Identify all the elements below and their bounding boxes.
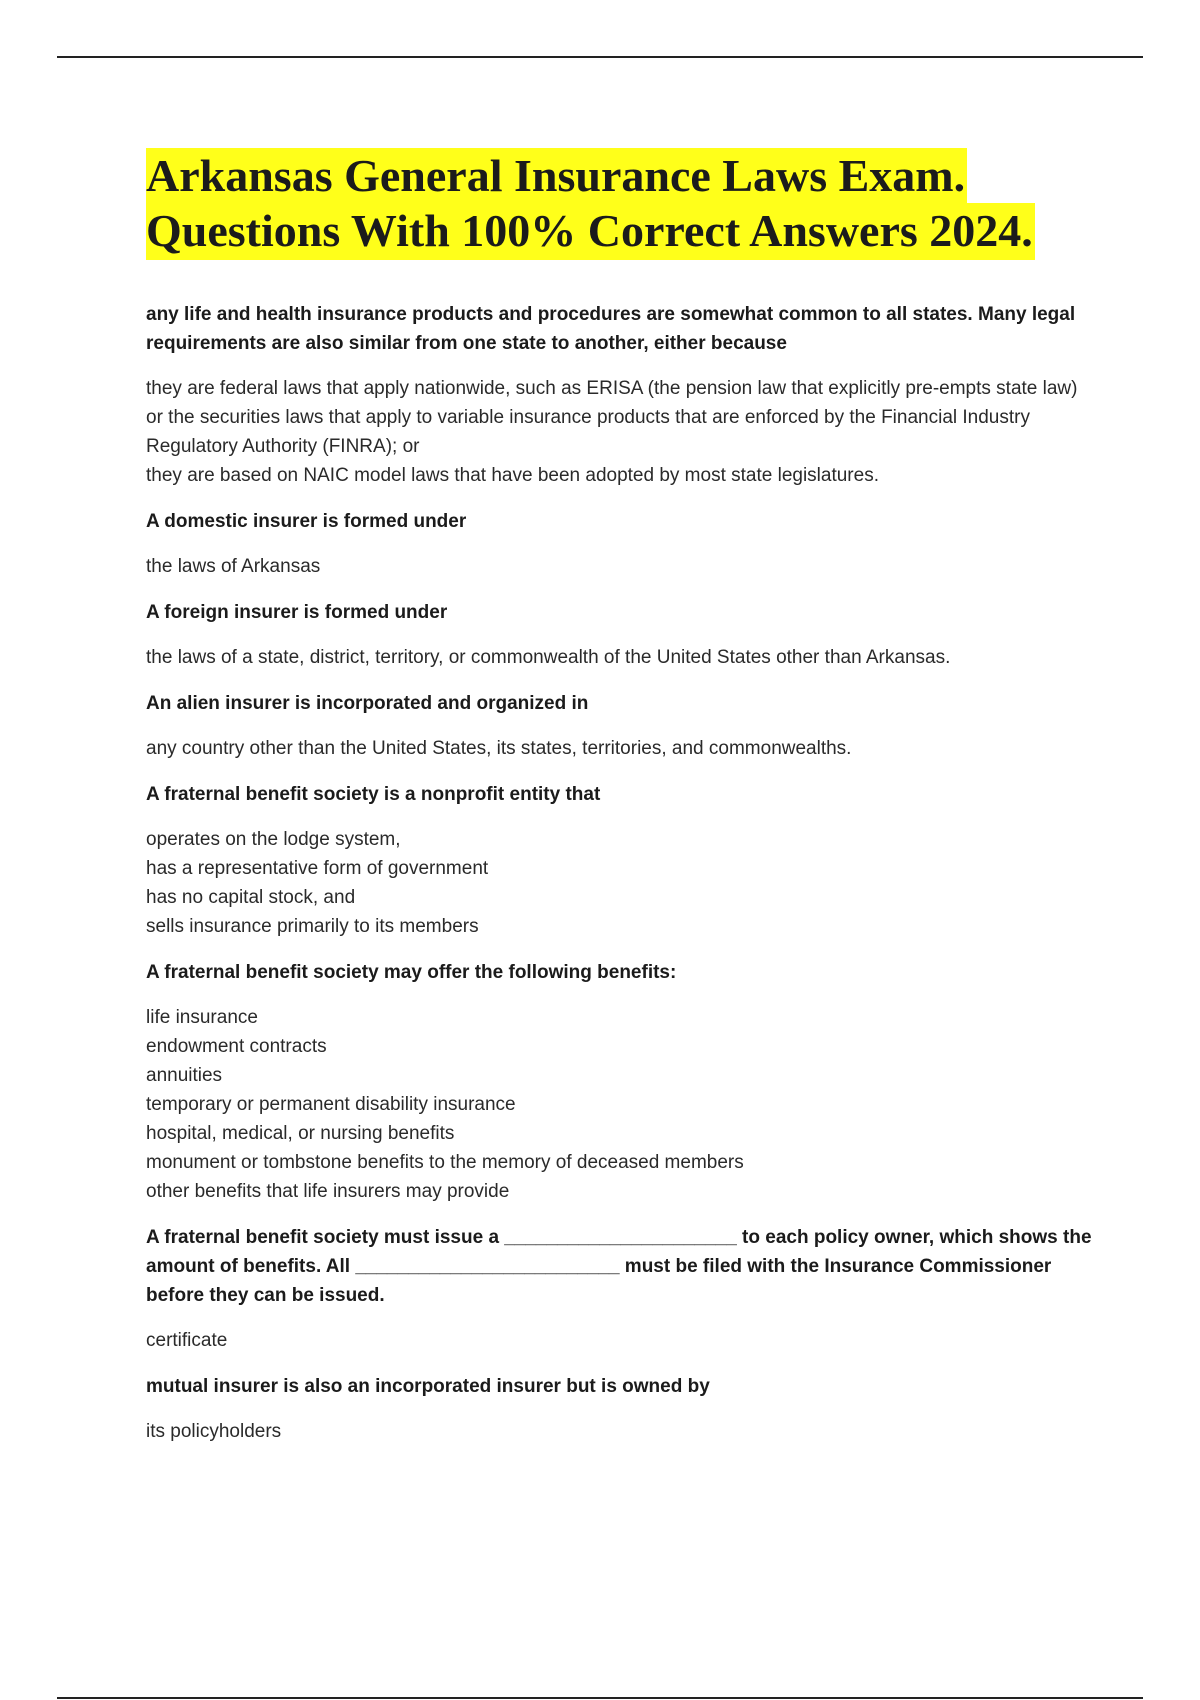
answer-line: monument or tombstone benefits to the memory of deceased members	[146, 1152, 744, 1173]
qa-item-1	[146, 300, 1096, 490]
question-7: A fraternal benefit society must issue a ______________________ to each policy owner, which shows the amount of benefits. All _________________________ must be filed with the Insurance Commissioner before they can be issued.	[146, 1227, 1092, 1306]
answer-line: operates on the lodge system,	[146, 829, 401, 850]
answer-5	[146, 825, 1096, 941]
answer-line: they are federal laws that apply nationwide, such as ERISA (the pension law that explicitly pre-empts state law) or the securities laws that apply to variable insurance products that are enforced by the Financial Industry Regulatory Authority (FINRA); or	[146, 378, 1078, 457]
question-8: mutual insurer is also an incorporated insurer but is owned by	[146, 1376, 710, 1397]
question-4: An alien insurer is incorporated and organized in	[146, 693, 589, 714]
answer-8	[146, 1417, 1096, 1446]
answer-line: sells insurance primarily to its members	[146, 916, 479, 937]
answer-line: life insurance	[146, 1007, 258, 1028]
answer-line: endowment contracts	[146, 1036, 327, 1057]
question-6: A fraternal benefit society may offer the following benefits:	[146, 962, 677, 983]
answer-7	[146, 1326, 1096, 1355]
answer-line: temporary or permanent disability insurance	[146, 1094, 516, 1115]
answer-4	[146, 734, 1096, 763]
qa-item-8	[146, 1372, 1096, 1446]
answer-line: other benefits that life insurers may provide	[146, 1181, 510, 1202]
qa-item-7	[146, 1223, 1096, 1355]
question-1: any life and health insurance products and procedures are somewhat common to all states. Many legal requirements are also similar from one state to another, either because	[146, 304, 1076, 354]
answer-line: has no capital stock, and	[146, 887, 356, 908]
question-2: A domestic insurer is formed under	[146, 511, 467, 532]
question-3: A foreign insurer is formed under	[146, 602, 448, 623]
title-highlight	[146, 148, 1035, 260]
answer-3	[146, 643, 1096, 672]
qa-item-4	[146, 689, 1096, 763]
answer-1	[146, 374, 1096, 490]
qa-item-2	[146, 507, 1096, 581]
answer-line: they are based on NAIC model laws that have been adopted by most state legislatures.	[146, 465, 879, 486]
answer-line: hospital, medical, or nursing benefits	[146, 1123, 455, 1144]
answer-line: any country other than the United States, its states, territories, and commonwealths.	[146, 738, 852, 759]
answer-line: the laws of a state, district, territory, or commonwealth of the United States other than Arkansas.	[146, 647, 951, 668]
title-line-1: Arkansas General Insurance Laws Exam.	[146, 150, 966, 201]
qa-item-5	[146, 780, 1096, 941]
bottom-rule	[57, 1697, 1143, 1699]
qa-item-6	[146, 958, 1096, 1206]
qa-item-3	[146, 598, 1096, 672]
document-title	[146, 148, 1096, 258]
question-5: A fraternal benefit society is a nonprofit entity that	[146, 784, 601, 805]
document-body	[146, 148, 1096, 1463]
answer-line: its policyholders	[146, 1421, 282, 1442]
top-rule	[57, 56, 1143, 58]
title-line-2: Questions With 100% Correct Answers 2024.	[146, 205, 1033, 256]
answer-6	[146, 1003, 1096, 1206]
answer-line: annuities	[146, 1065, 223, 1086]
answer-2	[146, 552, 1096, 581]
answer-line: certificate	[146, 1330, 228, 1351]
answer-line: the laws of Arkansas	[146, 556, 321, 577]
answer-line: has a representative form of government	[146, 858, 489, 879]
